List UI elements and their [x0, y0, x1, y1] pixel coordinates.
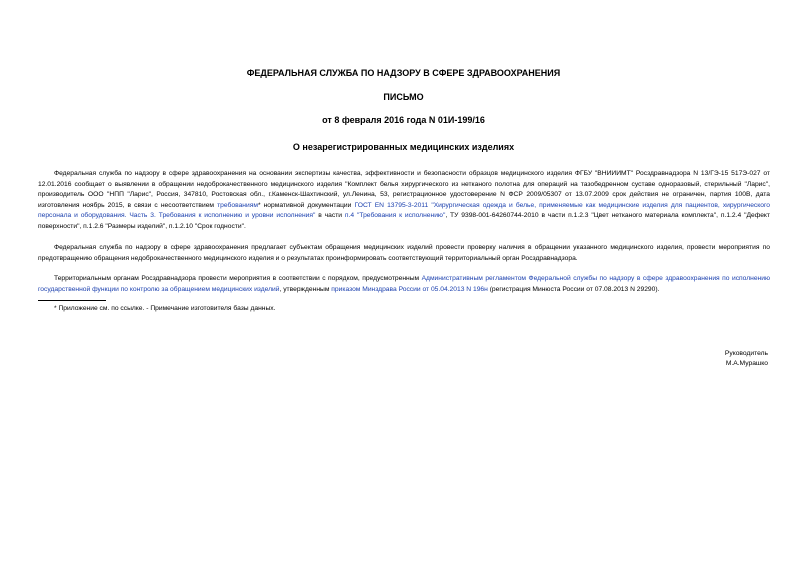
footnote-separator: [38, 300, 106, 301]
paragraph-3: [38, 274, 770, 295]
signature-title: Руководитель: [724, 350, 768, 357]
footnote: * Приложение см. по ссылке. - Примечание изготовителя базы данных.: [54, 305, 276, 312]
paragraph-1: [38, 169, 770, 232]
signature-name: М.А.Мурашко: [725, 360, 768, 367]
paragraph-1-text-4: , ТУ 9398-001-64260744-2010 в части п.1.2.3 "Цвет нетканого материала комплекта", п.1.2.4 "Дефект поверхности", п.1.2.6 "Размеры изделий", п.1.2.10 "Срок годности".: [38, 212, 770, 230]
link-gost-en-13795[interactable]: ГОСТ EN 13795-3-2011 "Хирургическая одежда и белье, применяемые как медицинские изделия для пациентов, хирургического персонала и оборудования. Часть 3. Требования к исполнению и уровни исполнения": [38, 201, 771, 219]
link-section-4[interactable]: п.4 "Требования к исполнению": [344, 212, 446, 219]
agency-title: ФЕДЕРАЛЬНАЯ СЛУЖБА ПО НАДЗОРУ В СФЕРЕ ЗДРАВООХРАНЕНИЯ: [246, 68, 561, 78]
paragraph-2: Федеральная служба по надзору в сфере здравоохранения предлагает субъектам обращения медицинских изделий провести проверку наличия в обращении указанного медицинского изделия, провести мероприятия по предотвращению обращения недоброкачественного медицинского изделия и о результатах проинформировать соответствующий территориальный орган Росздравнадзора.: [38, 244, 770, 262]
document-subject: О незарегистрированных медицинских изделиях: [292, 142, 515, 152]
paragraph-1-text-2: * нормативной документации: [257, 201, 355, 209]
paragraph-3-text-3: (регистрация Минюста России от 07.08.2013 N 29290).: [487, 285, 660, 293]
paragraph-1-text-3: в части: [315, 212, 345, 219]
paragraph-3-text-1: Территориальным органам Росздравнадзора провести мероприятия в соответствии с порядком, предусмотренным: [54, 275, 422, 282]
paragraph-1-text-1: Федеральная служба по надзору в сфере здравоохранения на основании экспертизы качества, эффективности и безопасности образцов медицинского изделия ФГБУ "ВНИИИМТ" Росздравнадзора N 13/ГЭ-15 517Э-027 от 12.01.2016 сообщает о выявлении в обращении недоброкачественного медицинского изделия "Комплект белья хирургического из нетканого полотна для операций на тазобедренном суставе одноразовый, стерильный "Ларис", производитель ООО "НПП "Ларис", Россия, 347810, Ростовская обл., г.Каменск-Шахтинский, ул.Ленина, 53, регистрационное удостоверение N ФСР 2009/05307 от 13.07.2009 срок действия не ограничен, партия 100В, дата изготовления ноябрь 2015, в связи с несоответствием: [38, 170, 770, 209]
paragraph-3-text-2: , утвержденным: [279, 285, 332, 293]
document-type: ПИСЬМО: [383, 92, 424, 102]
document-date-number: от 8 февраля 2016 года N 01И-199/16: [322, 115, 485, 125]
link-admin-regulation[interactable]: Административным регламентом Федеральной службы по надзору в сфере здравоохранения по исполнению государственной функции по контролю за обращением медицинских изделий: [38, 275, 771, 293]
link-requirements[interactable]: требованиям: [217, 201, 258, 209]
link-minzdrav-order[interactable]: приказом Минздрава России от 05.04.2013 N 196н: [331, 285, 488, 293]
